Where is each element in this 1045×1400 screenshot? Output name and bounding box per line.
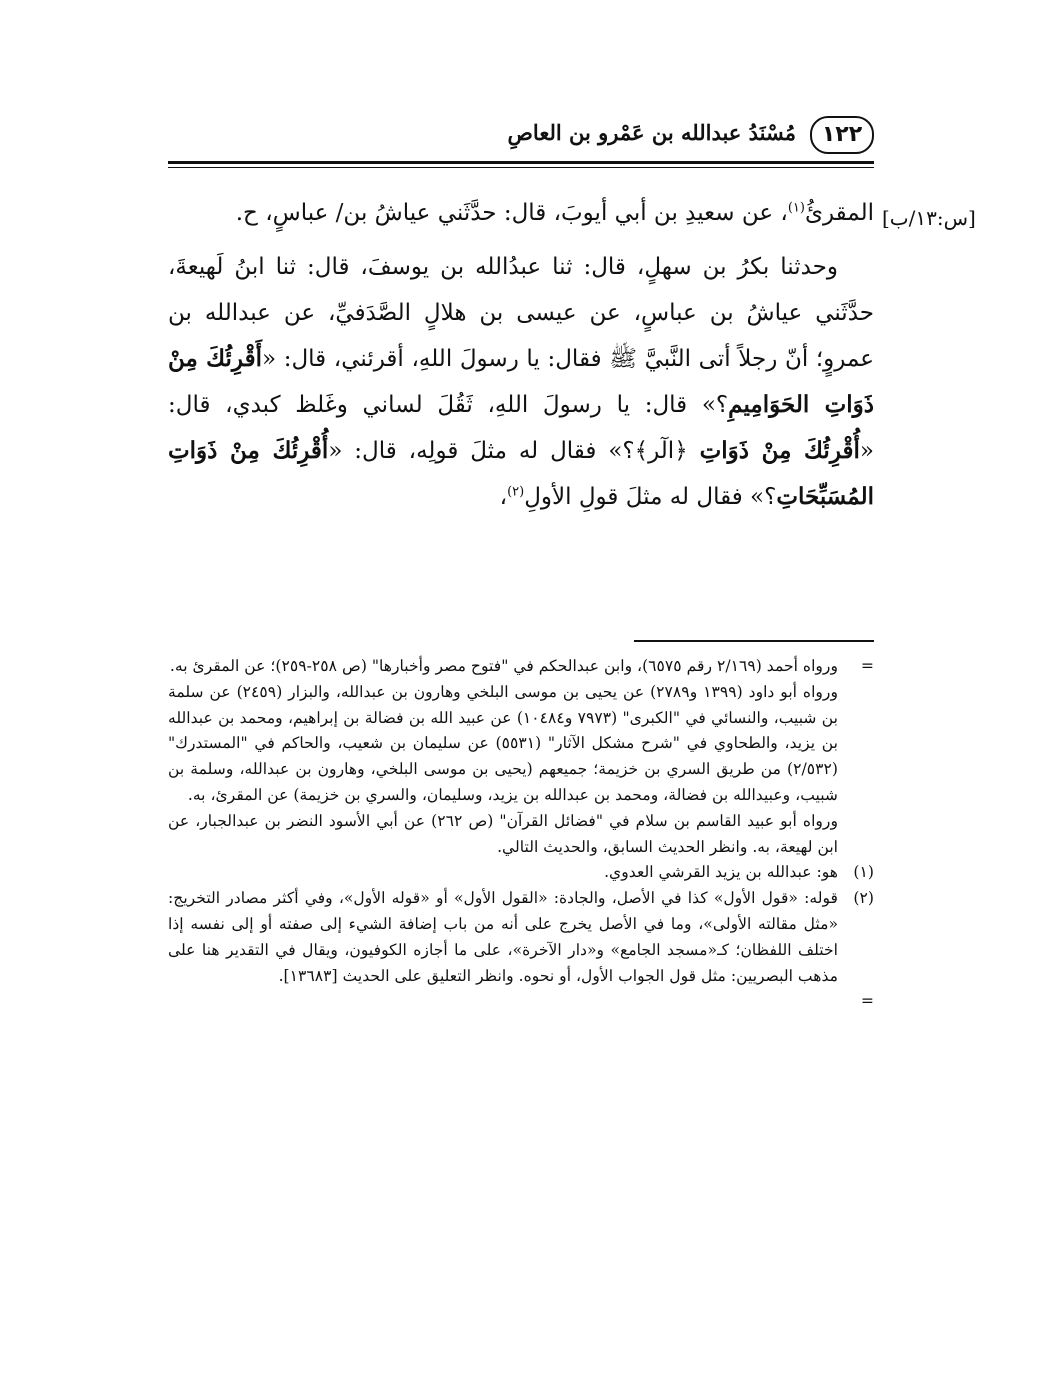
footnote-ref-2[interactable]: (٢) [507, 484, 525, 500]
continuation-marker: = [860, 657, 874, 675]
footnote-ref-1[interactable]: (١) [787, 200, 805, 216]
footnote-1 [168, 860, 874, 886]
page-number: ١٢٢ [810, 116, 874, 154]
manuscript-folio-reference: [س:١٣/ب] [882, 206, 976, 230]
footnote-continues [168, 989, 874, 1015]
footnote-line: ورواه أبو عبيد القاسم بن سلام في "فضائل القرآن" (ص ٢٦٢) عن أبي الأسود النضر بن عبدالجبار، عن ابن لهيعة، به. وانظر الحديث السابق، والحديث التالي. [168, 811, 838, 856]
quote-bold-2: أُقْرِئُكَ مِنْ ذَوَاتِ [699, 437, 860, 464]
paragraph-2: وحدثنا بكرُ بن سهلٍ، قال: ثنا عبدُالله بن يوسفَ، قال: ثنا ابنُ لَهيعةَ، حدَّثَني عياشُ بن عباسٍ، عن عيسى بن هلالٍ الصَّدَفيِّ، عن عبدالله بن عمروٍ؛ أنّ رجلاً أتى النَّبيَّ ﷺ فقال: يا رسولَ اللهِ، أقرئني، قال: «أَقْرِئُكَ مِنْ ذَوَاتِ الحَوَامِيمِ؟» قال: يا رسولَ اللهِ، ثَقُلَ لساني وغَلظ كبدي، قال: «أُقْرِئُكَ مِنْ ذَوَاتِ ﴿الٓر﴾؟» فقال له مثلَ قولِه، قال: «أُقْرِئُكَ مِنْ ذَوَاتِ المُسَبِّحَاتِ؟» فقال له مثلَ قولِ الأولِ$^{(٢)}$، [168, 254, 875, 510]
footnote-line: ورواه أحمد (٢/١٦٩ رقم ٦٥٧٥)، وابن عبدالحكم في "فتوح مصر وأخبارها" (ص ٢٥٨-٢٥٩)؛ عن المقرئ به. [169, 657, 838, 675]
footnote-continued [168, 654, 874, 860]
hadith-text [168, 190, 874, 520]
running-title: مُسْنَدُ عبدالله بن عَمْرو بن العاصِ [507, 120, 796, 145]
footnote-1-text: هو: عبدالله بن يزيد القرشي العدوي. [604, 863, 838, 882]
footnote-separator [634, 640, 874, 642]
footnote-line: ورواه أبو داود (١٣٩٩ و٢٧٨٩) عن يحيى بن موسى البلخي وهارون بن عبدالله، والبزار (٢٤٥٩) عن سلمة بن شبيب، والنسائي في "الكبرى" (٧٩٧٣ و١٠٤٨٤) عن عبيد الله بن فضالة بن إبراهيم، ومحمد بن عبدالله بن يزيد، والطحاوي في "شرح مشكل الآثار" (٥٥٣١) عن سليمان بن شعيب، والحاكم في "المستدرك" (٢/٥٣٢) من طريق السري بن خزيمة؛ جميعهم (يحيى بن موسى البلخي، وهارون بن عبدالله، وسلمة بن شبيب، وعبيدالله بن فضالة، ومحمد بن عبدالله بن يزيد، وسليمان، والسري بن خزيمة) عن المقرئ، به. [168, 682, 838, 804]
paragraph-1: المقرئُ$^{(١)}$، عن سعيدِ بن أبي أيوبَ، قال: حدَّثَني عياشُ بن/ عباسٍ، ح. [235, 200, 874, 226]
quote-bold-1: أَقْرِئُكَ مِنْ ذَوَاتِ الحَوَامِيمِ [168, 345, 875, 418]
quote-bold-3: أُقْرِئُكَ مِنْ ذَوَاتِ المُسَبِّحَاتِ [168, 437, 874, 510]
page-header [168, 112, 874, 158]
header-rule-thick [168, 161, 874, 164]
footnote-2-number: (٢) [853, 889, 874, 908]
continues-marker: = [860, 992, 874, 1011]
footnote-2 [168, 886, 874, 989]
footnote-2-text: قوله: «قول الأول» كذا في الأصل، والجادة: «القول الأول» أو «قوله الأول»، وفي أكثر مصادر التخريج: «مثل مقالته الأولى»، وما في الأصل يخرج على أنه من باب إضافة الشيء إلى صفته أو إلى نفسه إذا اختلف اللفظان؛ كـ«مسجد الجامع» و«دار الآخرة»، على ما أجازه الكوفيون، ويقال في التقدير هنا على مذهب البصريين: مثل قول الجواب الأول، أو نحوه. وانظر التعليق على الحديث [١٣٦٨٣]. [168, 889, 838, 985]
header-rule-thin [168, 167, 874, 168]
footnote-1-number: (١) [853, 863, 874, 882]
footnotes [168, 654, 874, 1015]
